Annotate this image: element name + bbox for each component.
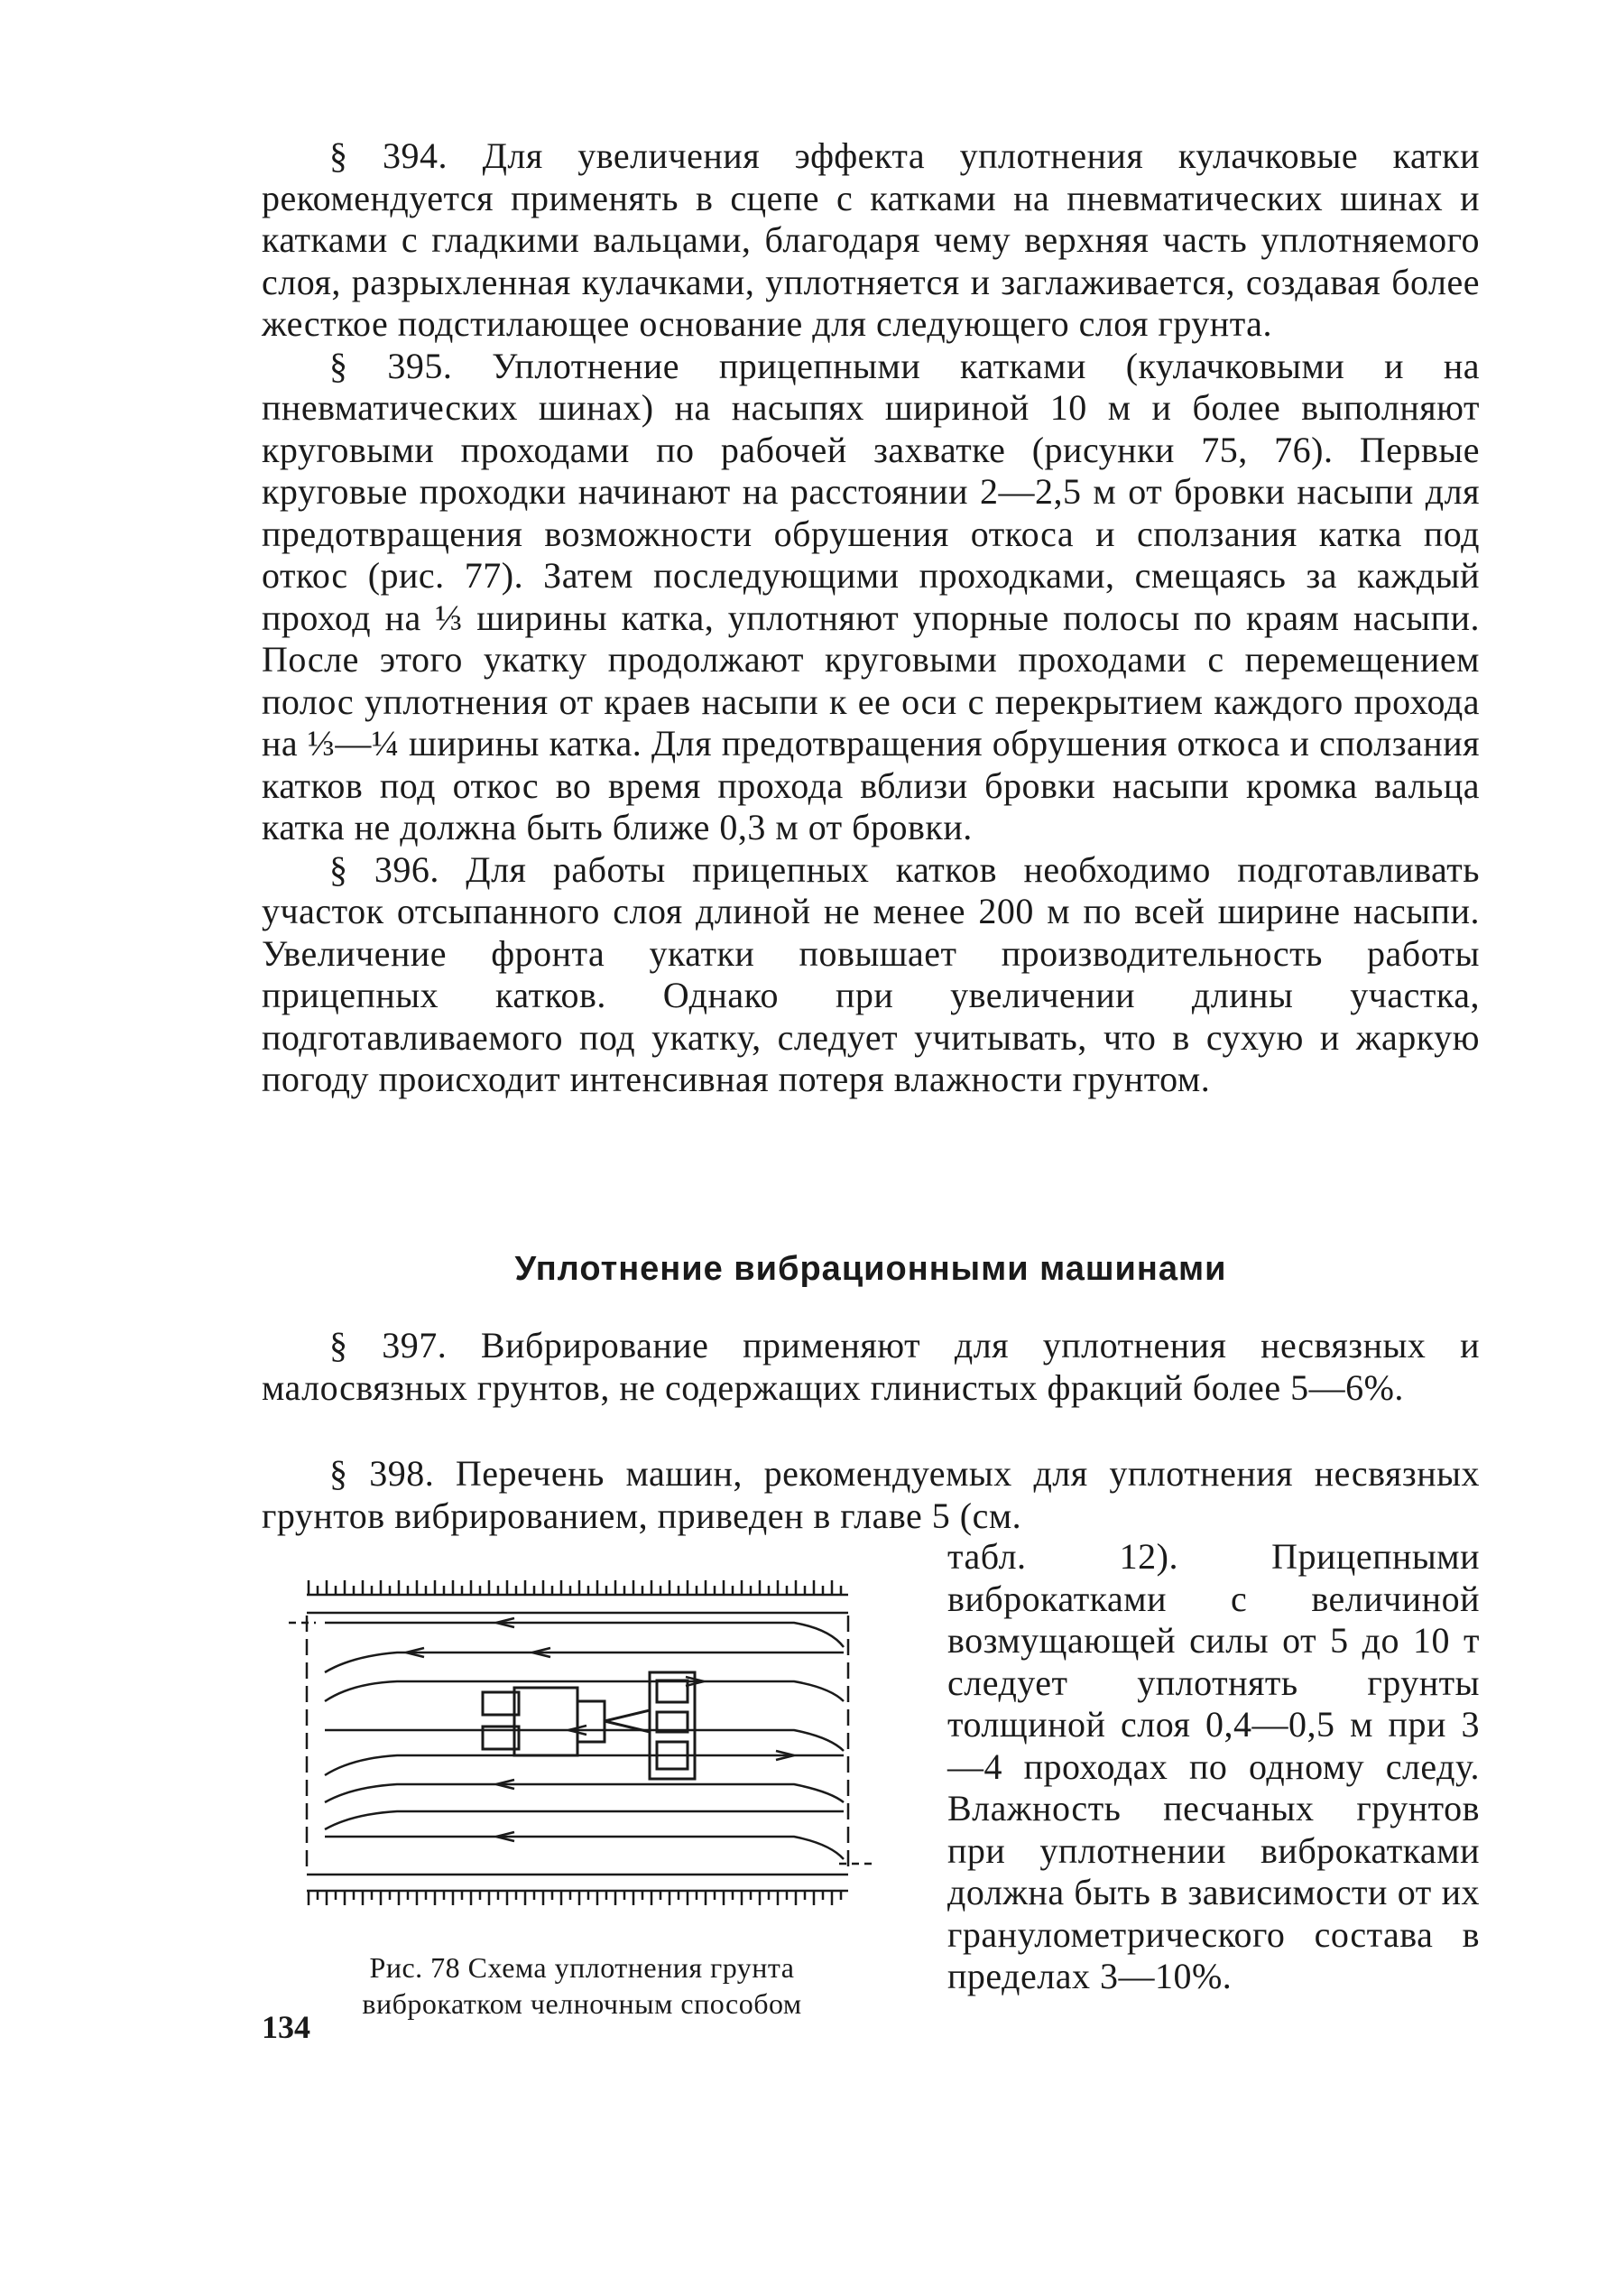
- vibro-roller-icon: [483, 1672, 695, 1779]
- tractor-body: [514, 1688, 577, 1755]
- pass-lane-1: [325, 1623, 844, 1647]
- hitch-drawbar: [605, 1710, 650, 1732]
- tractor-cab: [577, 1701, 605, 1742]
- pass-lane-6: [325, 1784, 844, 1802]
- figure-78-diagram: [289, 1566, 875, 1936]
- paragraph-397: § 397. Вибрирование применяют для уплотнения несвязных и малосвязных грунтов, не содержащих глинистых фракций более 5—6%.: [262, 1325, 1480, 1408]
- paragraph-397-block: [262, 1325, 1480, 1409]
- bottom-ruler-ticks: [309, 1891, 841, 1905]
- paragraph-398-top-block: [262, 1453, 1480, 1537]
- paragraph-398-side-block: [947, 1536, 1480, 1998]
- pass-lane-7: [325, 1811, 844, 1829]
- pass-lane-2: [325, 1653, 844, 1672]
- roller-drum-middle: [657, 1712, 688, 1732]
- paragraph-398-side: табл. 12). Прицепными виброкатками с величиной возмущающей силы от 5 до 10 т следует уплотнять грунты толщиной слоя 0,4—0,5 м при 3—4 проходах по одному следу. Влажность песчаных грунтов при уплотнении виброкатками должна быть в зависимости от их гранулометрического состава в пределах 3—10%.: [947, 1536, 1480, 1996]
- pass-lane-8: [325, 1837, 844, 1859]
- paragraph-394: § 394. Для увеличения эффекта уплотнения кулачковые катки рекомендуется применять в сцепе с катками на пневматических шинах и катками с гладкими вальцами, благодаря чему верхняя часть уплотняемого слоя, разрыхленная кулачками, уплотняется и заглаживается, создавая более жесткое подстилающее основание для следующего слоя грунта.: [262, 135, 1480, 344]
- top-ruler-ticks: [309, 1580, 841, 1595]
- pass-lane-5: [325, 1755, 844, 1775]
- paragraph-398-top: § 398. Перечень машин, рекомендуемых для уплотнения несвязных грунтов вибрированием, приведен в главе 5 (см.: [262, 1453, 1480, 1536]
- paragraph-396: § 396. Для работы прицепных катков необходимо подготавливать участок отсыпанного слоя длиной не менее 200 м по всей ширине насыпи. Увеличение фронта укатки повышает производительность работы прицепных катков. Однако при увеличении длины участка, подготавливаемого под укатку, следует учитывать, что в сухую и жаркую погоду происходит интенсивная потеря влажности грунтом.: [262, 848, 1480, 1099]
- section-heading: Уплотнение вибрационными машинами: [514, 1250, 1227, 1288]
- roller-drum-top: [657, 1680, 688, 1702]
- figure-caption: Рис. 78 Схема уплотнения грунта виброкатком челночным способом: [362, 1951, 802, 2020]
- pass-lane-3: [325, 1681, 844, 1701]
- paragraph-395: § 395. Уплотнение прицепными катками (кулачковыми и на пневматических шинах) на насыпях шириной 10 м и более выполняют круговыми проходами по рабочей захватке (рисунки 75, 76). Первые круговые проходки начинают на расстоянии 2—2,5 м от бровки насыпи для предотвращения возможности обрушения откоса и сползания катка под откос (рис. 77). Затем последующими проходками, смещаясь за каждый проход на ⅓ ширины катка, уплотняют упорные полосы по краям насыпи. После этого укатку продолжают круговыми проходами с перемещением полос уплотнения от краев насыпи к ее оси с перекрытием каждого прохода на ⅓—¼ ширины катка. Для предотвращения обрушения откоса и сползания катков под откос во время прохода вблизи бровки насыпи кромка вальца катка не должна быть ближе 0,3 м от бровки.: [262, 345, 1480, 847]
- compaction-scheme-svg: [289, 1566, 875, 1936]
- page-number: 134: [262, 2009, 310, 2045]
- body-text-top: [262, 135, 1480, 1101]
